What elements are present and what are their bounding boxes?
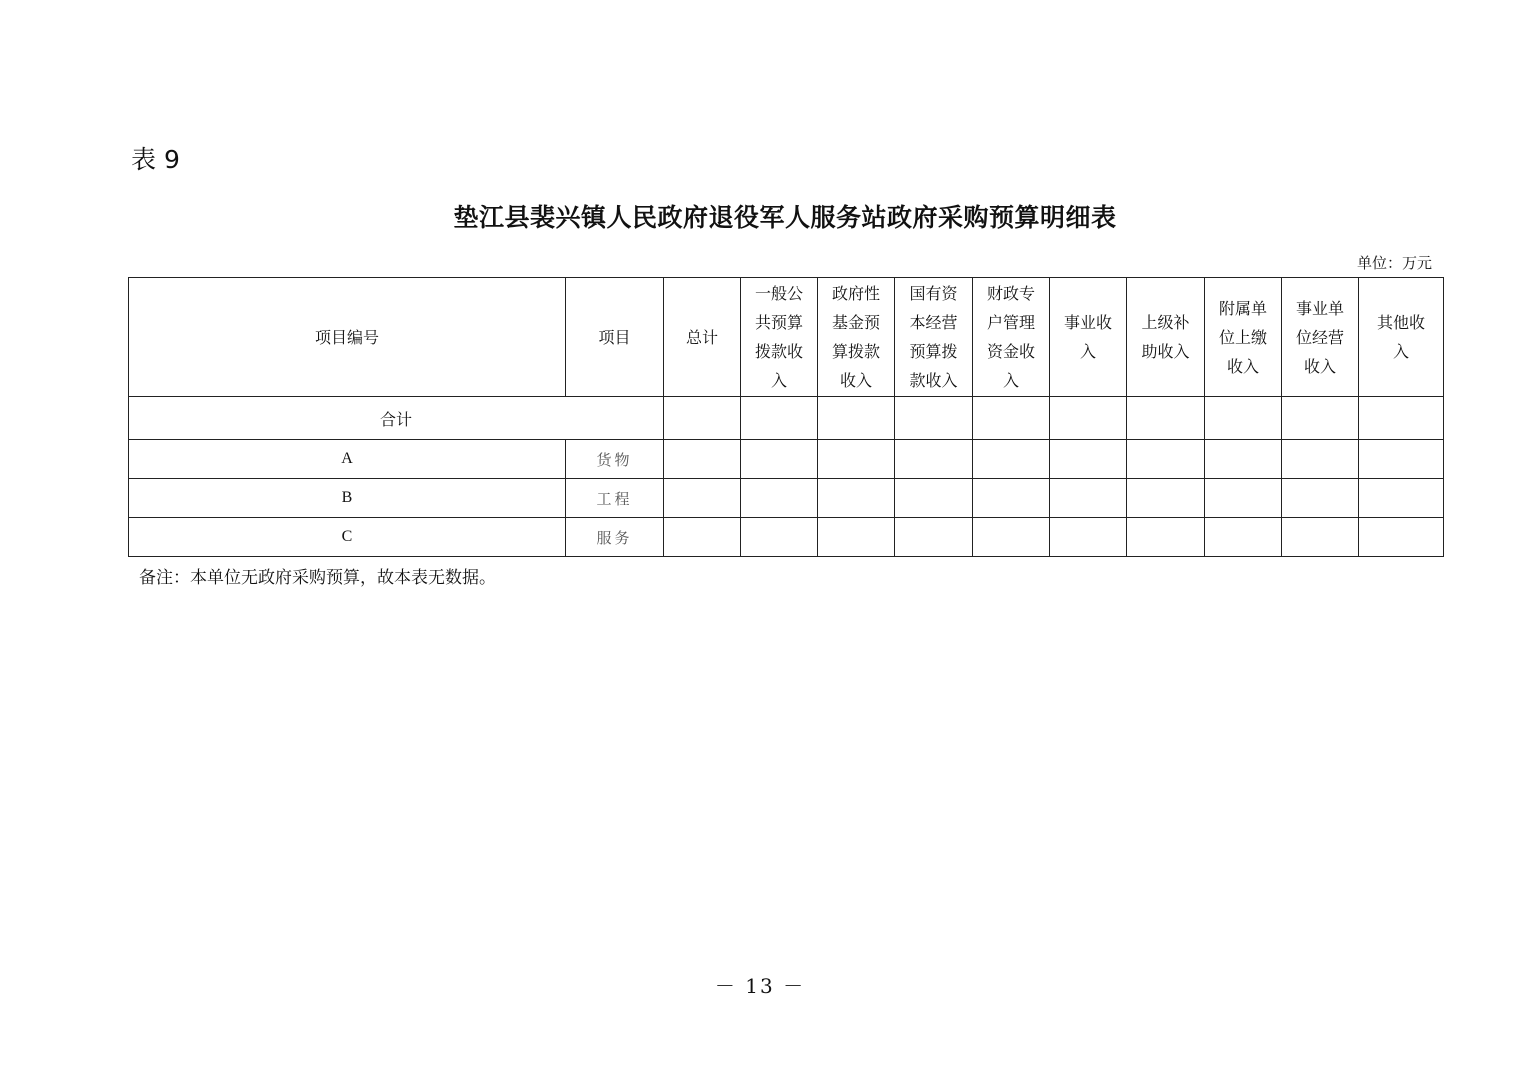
header-total: 总计: [664, 278, 741, 397]
table-cell: [664, 397, 741, 440]
table-cell: [664, 440, 741, 479]
table-note: 备注：本单位无政府采购预算，故本表无数据。: [139, 568, 496, 588]
table-cell: [895, 479, 973, 518]
table-cell: [1205, 479, 1282, 518]
header-superior-subsidy: 上级补 助收入: [1127, 278, 1205, 397]
total-label: 合计: [129, 397, 664, 440]
header-row: [129, 278, 1444, 397]
document-title: 垫江县裴兴镇人民政府退役军人服务站政府采购预算明细表: [453, 203, 1117, 232]
table-number-label: 表 9: [131, 145, 180, 174]
table-cell: [1359, 518, 1444, 557]
table-cell: [818, 518, 895, 557]
table-cell: [895, 397, 973, 440]
table-cell: [741, 518, 818, 557]
header-fiscal-account: 财政专 户管理 资金收 入: [973, 278, 1050, 397]
table-cell: [1205, 397, 1282, 440]
header-affiliated-remittance: 附属单 位上缴 收入: [1205, 278, 1282, 397]
table-cell: [973, 440, 1050, 479]
table-cell: [1282, 518, 1359, 557]
table-cell: [741, 397, 818, 440]
header-state-capital: 国有资 本经营 预算拨 款收入: [895, 278, 973, 397]
table-cell: [1282, 479, 1359, 518]
header-business-income: 事业收 入: [1050, 278, 1127, 397]
unit-label: 单位：万元: [1356, 254, 1432, 272]
table-cell: [664, 518, 741, 557]
table-cell: [664, 479, 741, 518]
project-kind-cell: 工程: [566, 479, 664, 518]
table-cell: [1359, 479, 1444, 518]
project-code-cell: B: [129, 479, 566, 518]
table-cell: [1050, 479, 1127, 518]
table-cell: [1359, 397, 1444, 440]
project-code-cell: A: [129, 440, 566, 479]
table-cell: [1282, 440, 1359, 479]
table-cell: [1205, 440, 1282, 479]
table-cell: [818, 479, 895, 518]
table-cell: [1359, 440, 1444, 479]
table-cell: [1050, 440, 1127, 479]
table-row: [129, 479, 1444, 518]
table-cell: [1127, 440, 1205, 479]
table-cell: [973, 479, 1050, 518]
table-cell: [818, 440, 895, 479]
table-cell: [1127, 397, 1205, 440]
table-row: [129, 518, 1444, 557]
table-cell: [973, 518, 1050, 557]
table-row: [129, 440, 1444, 479]
project-code-cell: C: [129, 518, 566, 557]
table-cell: [741, 440, 818, 479]
page-number: － 13 －: [714, 974, 806, 998]
header-project: 项目: [566, 278, 664, 397]
header-project-code: 项目编号: [129, 278, 566, 397]
project-kind-cell: 货物: [566, 440, 664, 479]
table-cell: [741, 479, 818, 518]
table-cell: [895, 440, 973, 479]
procurement-budget-table: [128, 277, 1444, 557]
total-row: [129, 397, 1444, 440]
table-cell: [1205, 518, 1282, 557]
header-business-operation: 事业单 位经营 收入: [1282, 278, 1359, 397]
table-cell: [1127, 518, 1205, 557]
project-kind-cell: 服务: [566, 518, 664, 557]
table-cell: [1282, 397, 1359, 440]
table-cell: [818, 397, 895, 440]
header-gov-fund: 政府性 基金预 算拨款 收入: [818, 278, 895, 397]
table-cell: [895, 518, 973, 557]
table-cell: [1050, 397, 1127, 440]
header-general-budget: 一般公 共预算 拨款收 入: [741, 278, 818, 397]
table-cell: [1050, 518, 1127, 557]
table-cell: [973, 397, 1050, 440]
header-other-income: 其他收 入: [1359, 278, 1444, 397]
table-cell: [1127, 479, 1205, 518]
